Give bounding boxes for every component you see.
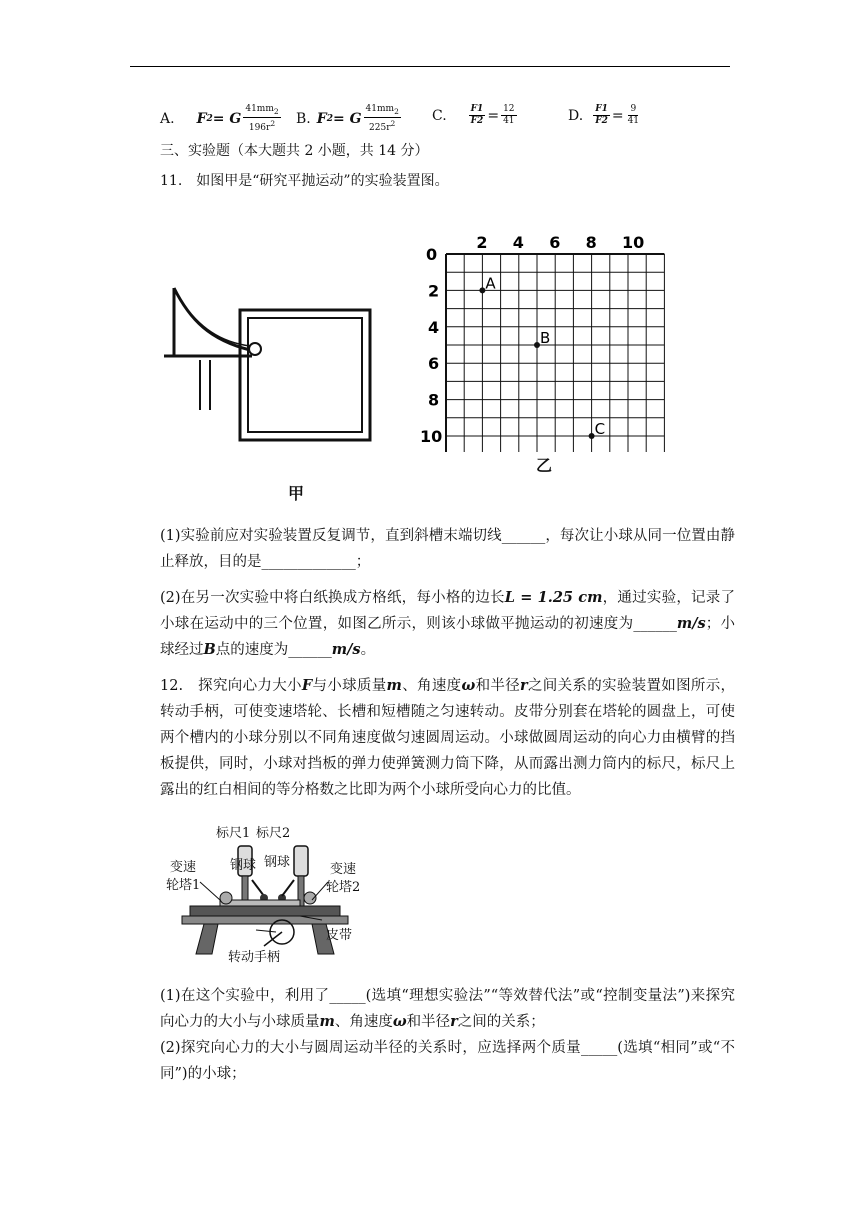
option-b-fraction [364, 104, 401, 134]
option-b-sub: 2 [326, 113, 333, 124]
option-b [296, 104, 403, 134]
figure-left-caption: 甲 [288, 484, 305, 503]
label-ball1: 钢球 [230, 858, 257, 873]
grid-point-label: A [485, 274, 496, 293]
figure-right-caption: 乙 [536, 456, 553, 475]
label-ruler1: 标尺1 [216, 826, 251, 841]
option-d-lhs-fraction [593, 104, 610, 127]
option-c-lhs-fraction [469, 104, 486, 127]
label-tower1-b: 轮塔1 [166, 878, 201, 893]
option-b-label: B. [296, 110, 311, 127]
grid-y-tick: 6 [428, 354, 440, 374]
option-a-num-sub: 2 [273, 106, 279, 116]
option-d-num: F1 [595, 104, 608, 114]
option-a-lhs: F [196, 110, 207, 127]
option-a-label: A. [160, 110, 175, 127]
option-b-den-sup: 2 [390, 118, 396, 128]
option-d [568, 104, 643, 127]
q12-part1 [160, 983, 735, 1035]
q12-s2: 与小球质量 [312, 678, 387, 694]
option-b-num-sub: 2 [394, 106, 399, 116]
option-a [160, 104, 283, 134]
label-belt: 皮带 [326, 928, 353, 943]
option-c-den: F2 [470, 116, 484, 126]
q11-part2-a: (2)在另一次实验中将白纸换成方格纸，每小格的边长 [160, 590, 505, 606]
q12-m: m [386, 677, 402, 694]
option-d-label: D. [568, 107, 584, 124]
label-ball2: 钢球 [264, 855, 291, 870]
option-a-fraction [243, 104, 280, 134]
option-b-den: 225r [369, 122, 391, 133]
label-tower2-a: 变速 [330, 862, 357, 877]
option-b-eq: = G [332, 110, 362, 127]
q12-part1-w: ω [392, 1013, 407, 1030]
q11-point-b: B [203, 641, 216, 658]
grid-x-tick: 2 [476, 233, 488, 252]
q11-part2-e: 。 [360, 642, 376, 658]
grid-point-label: B [540, 329, 551, 347]
q12-part1-r: r [450, 1013, 458, 1030]
grid-y-tick: 2 [428, 281, 440, 301]
option-c-rhs-fraction [501, 104, 516, 127]
option-b-lhs: F [316, 110, 327, 127]
q11-part2-b: ，通过实验，记录了小球在运动中的三个位置，如图乙所示，则该小球做平抛运动的初速度为______ [160, 590, 736, 632]
option-a-eq: = G [212, 110, 242, 127]
grid-points [479, 274, 605, 439]
option-b-num: 41mm [365, 104, 395, 114]
grid-y-tick: 8 [428, 390, 440, 410]
label-tower1-a: 变速 [170, 860, 197, 875]
option-d-rhs-fraction [626, 104, 641, 127]
grid-x-tick: 4 [512, 233, 524, 252]
grid-x-tick: 0 [426, 245, 438, 264]
grid-x-tick: 8 [585, 233, 597, 252]
q12-part1-d: 之间的关系； [457, 1014, 545, 1030]
option-a-sub: 2 [206, 113, 213, 124]
q11-stem: 11. 如图甲是“研究平抛运动”的实验装置图。 [160, 173, 449, 189]
q12-part1-b: 、角速度 [334, 1014, 393, 1030]
q11-part1: (1)实验前应对实验装置反复调节，直到斜槽末端切线______，每次让小球从同一位置由静止释放，目的是_____________； [160, 528, 735, 570]
q11-unit1: m/s [676, 615, 706, 632]
q12-part2: (2)探究向心力的大小与圆周运动半径的关系时，应选择两个质量_____(选填“相同”或“不同”)的小球； [160, 1040, 735, 1082]
q12-part1-a: (1)在这个实验中，利用了_____(选填“理想实验法”“等效替代法”或“控制变量法”)来探究向心力的大小与小球质量 [160, 988, 735, 1030]
grid-x-tick: 6 [549, 233, 561, 252]
grid-ticks [420, 233, 644, 446]
option-d-rnum: 9 [630, 104, 637, 114]
q12-w: ω [461, 677, 476, 694]
q12-stem [160, 673, 735, 803]
grid-y-tick: 10 [420, 427, 443, 446]
q12-s3: 、角速度 [401, 678, 462, 694]
q11-part2 [160, 585, 735, 663]
q12-s4: 和半径 [475, 678, 521, 694]
section-title: 三、实验题（本大题共 2 小题，共 14 分） [160, 143, 429, 159]
q12-part1-m: m [319, 1013, 335, 1030]
option-a-den-sup: 2 [270, 118, 276, 128]
q12-s1: 12. 探究向心力大小 [160, 678, 302, 694]
q11-part2-c: ；小球经过 [160, 616, 735, 658]
option-c [432, 104, 519, 127]
grid-lines [446, 254, 664, 452]
q11-part2-d: 点的速度为______ [215, 642, 332, 658]
option-c-rnum: 12 [503, 104, 515, 114]
grid-x-tick: 10 [622, 233, 645, 252]
option-c-eq: = [487, 107, 500, 124]
option-d-eq: = [611, 107, 624, 124]
grid-point-label: C [594, 420, 606, 438]
header-rule [130, 66, 730, 67]
figure-apparatus [160, 280, 375, 480]
grid-y-tick: 4 [428, 317, 440, 337]
q12-f: F [301, 677, 313, 694]
q12-r: r [520, 677, 528, 694]
q12-s5: 之间关系的实验装置如图所示，转动手柄，可使变速塔轮、长槽和短槽随之匀速转动。皮带分别套在塔轮的圆盘上，可使两个槽内的小球分别以不同角速度做匀速圆周运动。小球做圆周运动的向心力由横臂的挡板提供，同时，小球对挡板的弹力使弹簧测力筒下降，从而露出测力筒内的标尺，标尺上露出的红白相间的等分格数之比即为两个小球所受向心力的比值。 [160, 678, 736, 798]
option-c-num: F1 [470, 104, 484, 114]
option-d-den: F2 [595, 116, 608, 126]
option-c-label: C. [432, 107, 447, 124]
label-handle: 转动手柄 [228, 950, 281, 965]
label-ruler2: 标尺2 [256, 826, 291, 841]
option-a-num: 41mm [245, 104, 274, 114]
label-tower2-b: 轮塔2 [326, 880, 361, 895]
q11-unit2: m/s [331, 641, 361, 658]
option-c-rden: 41 [503, 116, 515, 126]
q11-length-value: L = 1.25 cm [504, 589, 603, 606]
option-d-rden: 41 [627, 116, 640, 126]
figure-grid [420, 232, 670, 452]
option-a-den: 196r [248, 122, 271, 133]
q12-part1-c: 和半径 [406, 1014, 451, 1030]
